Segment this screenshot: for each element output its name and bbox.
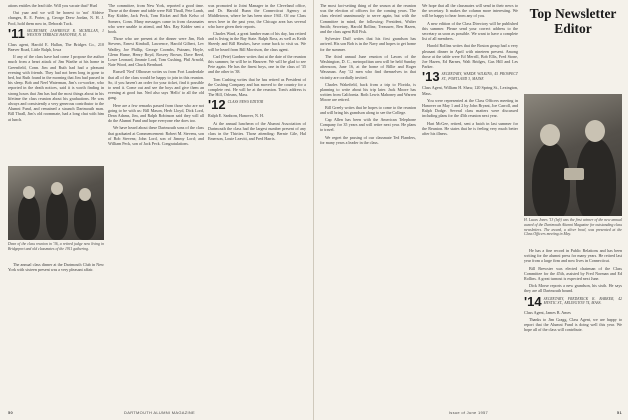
page-footer — [320, 410, 622, 415]
column-text: He has a fine record in Public Relations and has been writing for the alumni press for many years. He retired last year from a large firm and now lives in Connecticut. — [524, 248, 622, 264]
right-page — [314, 0, 628, 420]
column-text: Those who are present at the dinner were Jim, Bob Stevens, Ernest Kimball, Lawrence, Harold Gilbert, Lev Wadley, Joe Phillip, George Coombs, Putnam, Hoyle, Glenn Hume, Henry Boyd, Rosvey Brown, Dave Reed, Lowe Leonard, Jimmie Lord, Tom Cushing, Phil Arnold, Nate Wood, and Chuck Bernhard. — [108, 36, 204, 68]
column-text: We hope that all the classmates will send in their news to the secretary. It makes the column more interesting. We will be happy to hear from any of you. — [422, 3, 518, 19]
column-text: Harold Rollins writes that the Boston group had a very pleasant dinner in April with nineteen present. Among those at the table were Ed Merrill, Bob Ellis, Fred Stone, Joe Hazen, Ed Barnes, Walt Bridges, Gus Hill and Les Parker. — [422, 43, 518, 70]
column-text: Tom Cushing writes that he has retired as President of the Cushing Company and has moved to the country for a complete rest. He will be at the reunion. Tom's address is The Hill, Orleans, Mass. — [208, 76, 306, 98]
right-column-1 — [320, 3, 416, 403]
column-text: We have heard about these Dartmouth sons of the class that graduated at Commencement: Robert M. Stevens, son of Bob Stevens; John Lord, son of Jimmy Lord; and William Peck, son of Jack Peck. Congratulations. — [108, 125, 204, 147]
class-heading — [8, 25, 104, 41]
column-text: Sylvester Duff writes that his first grandson has arrived. His son Bob is in the Navy and hopes to get home for the summer. — [320, 36, 416, 52]
column-text: Charles Wakefield, back from a trip to Florida, is planning to write about his trip later. Jack Moore has written from California. Both Lewis Mahoney and Warren Moore are retired. — [320, 81, 416, 103]
photo-caption: Dean of the class reunion in '36, a retired judge now living in Bridgeport and old classmates of the 1911 gathering. — [8, 242, 104, 251]
column-text: Carl (Pete) Gardner writes that at the date of the reunion this summer, he will be in Hanover. We will be glad to see Pete again. He has the finest boys, one in the class of '35 and the other in '38. — [208, 53, 306, 75]
left-column-1-lower — [8, 262, 104, 402]
column-text: 'The committee, from New York, reported a good time. Those at the dinner and table were Bill Thrall, Pete Lamb, Ray Kidder, Jack Peck, Tom Ricket and Bob Kelso of Somers, Conn. Many messages came in from classmates who were unable to attend, and Mrs. Ray Kidder sent a book. — [108, 3, 204, 35]
photo-caption: H. Lucas Jones '13 (left) was the first winner of the new annual award of the Dartmouth Alumni Magazine for outstanding class newsletters. The award, a silver bowl, was presented at the Class Officers meeting in May. — [524, 218, 622, 237]
class-agent: Class Agent, James B. Ames — [524, 309, 571, 315]
column-text: Charles Ward, a great lumber man of his day, has retired and is living in the Bay State. Ralph Ross, as well as Keith Sheedy and Bill Hawkes, have come back to visit us. We will be heard from Bill Morrison, the class agent. — [208, 31, 306, 52]
class-agent: Class Agent, William H. Shaw, 120 Spring St., Lexington, Mass. — [422, 85, 518, 96]
page-footer — [8, 410, 306, 415]
class-year: '12 — [208, 97, 226, 113]
class-secretary: SECRETARY, FREDERICK K. BARKER, 42 MYSTIC ST., ARLINGTON 74, MASS. — [543, 296, 622, 306]
column-text: Bill Greely writes that he hopes to come to the reunion and will bring his grandson along to see the College. — [320, 104, 416, 115]
column-text: A new edition of the Class Directory will be published this summer. Please send your correct address to the secretary as soon as possible. We want to have a complete list of all members. — [422, 20, 518, 42]
class-heading — [422, 69, 518, 85]
column-text: Dick Morse reports a new grandson, his sixth. He says they are all Dartmouth bound. — [524, 283, 622, 294]
left-column-3 — [208, 3, 306, 403]
page-number: 50 — [8, 410, 14, 415]
left-column-2 — [108, 3, 204, 403]
column-text: At the annual luncheon of the Alumni Association of Dartmouth the class had the largest number present of any class in the Thirties. Those attending: Bernie Gile, Hal Emerson, Louie Leavitt, and Fred Harris. — [208, 120, 306, 142]
class-agent: Class agent, Harold E. Hallan, The Bridges Co., 210 Beaver Road, Little Ralph, Iowa — [8, 41, 104, 53]
column-text: The annual class dinner at the Dartmouth Club in New York with sixteen present was a very pleasant affair. — [8, 262, 104, 273]
class-secretary: SECRETARY, LAWRENCE R. MCMILLAN, 1 WESTON TERRACE HANOVER, N. H. — [26, 28, 104, 38]
column-text: was promoted to Joint Manager in the Cleveland office, and Dr. Harold Bunn the Connecticut Agency at Middletown, where he has been since 1941. Of our Class news here in the past year, the Chicago area has several who have given their reports. — [208, 3, 306, 29]
magazine-name: DARTMOUTH ALUMNI MAGAZINE — [124, 410, 196, 415]
page-number: 51 — [616, 410, 622, 415]
class-heading — [208, 97, 306, 113]
column-text: Cap Allen has been with the American Telephone Company for 35 years and will retire next year. He plans to travel. — [320, 117, 416, 133]
column-text: The third annual June reunion of Lawns of the Washington, D. C., metropolitan area will be held Sunday afternoon, June 16, at the home of Billie and Roger Wassman. Any '12 men who find themselves in that vicinity are cordially invited. — [320, 53, 416, 80]
class-photo — [8, 166, 104, 240]
editor-photo — [524, 94, 622, 216]
column-text: We regret the passing of our classmate Ted Flanders, for many years a leader in the class. — [320, 134, 416, 145]
article-headline: Top Newsletter Editor — [529, 6, 617, 36]
column-text: Here are a few remarks passed from those who are not going to be with us: Bill Mason, Herb Lloyd, Dick Lord, Dean Adams, Jim, and Ralph Robinson said they will all do the Alumni Fund and hope everyone else does too. — [108, 102, 204, 124]
class-secretary: SECRETARY, WARDE WILKINS, 45 PROSPECT ST., PORTLAND 3, MAINE — [441, 72, 518, 81]
column-text: Russell 'Ned' Olhouser writes us from Fort Lauderdale that all of the class would be happy to join in this reunion. So, if you haven't an order for your ticket, find it possible to send it. Come out and see the boys and give them an evening at good fun. Ned also says 'Hello' to all the old gang. — [108, 69, 204, 101]
issue-date: Issue of June 1957 — [448, 410, 489, 415]
column-text: The most fact-setting thing of the season at the reunion was the election of officers for the coming years. The class elected unanimously to serve again, but with the Committee in mind, the following: President, Walter Smith; Secretary, Harold Rollins; Treasurer, Ben Hazen, and the class agent Bill Fisk. — [320, 3, 416, 35]
right-column-2 — [422, 3, 518, 403]
class-year: '11 — [8, 25, 25, 41]
column-text: Thanks to Jim Gragg, Class Agent, we are happy to report that the Alumni Fund is doing well this year. We hope all of the class will contribute. — [524, 316, 622, 333]
right-column-3 — [524, 248, 622, 406]
class-agent: Ralph E. Sanborn, Hanover, N. H. — [208, 113, 265, 119]
column-text: Hart McGee, retired, sent a batch in last summer for the Reunion. He states that he is feeling very much better after his illness. — [422, 120, 518, 137]
class-year: '14 — [524, 293, 542, 309]
column-text: If any of the class have had come I propose the author much from a heart attack of Jim Warthe at his home in Greenfield, Conn. Jim and Ruth had had a pleasant evening with friends. They had not been long in gone to bed, but Ruth found in the morning that Jim had passed in his sleep. Bob and Neel Waterman, Jim's co-worker, who reported in the death notices, said it is worth finding in strong hours that Jim has had the most things about in his lifetime the class reunion about his graduations. He was always and consistently a very generous contributor to the Alumni Fund, and remained a staunch Dartmouth man. Bill Thrall, Jim's old roommate, had a long chat with him at lunch. — [8, 54, 104, 122]
column-text: ations entitles the lead title. Will you vacate that? Hurl — [8, 3, 98, 8]
column-text: Bill Brewster was elected chairman of the Class Committee for the 45th, assisted by Fred Norman and Ed Rollins. A great turnout is expected next June. — [524, 265, 622, 282]
class-year: '13 — [422, 69, 440, 85]
class-heading — [524, 293, 622, 309]
column-text: Out yaar and we will be honest to 'not' Aldrive changes, R. E. Porter, g, George Drew Jordan, N. H. J. Pool, hold them now in, Deborah Tuck. — [8, 10, 104, 26]
column-text: You were represented at the Class Officers meeting in Hanover on May 1 and 2 by John Bryant, Joe Carroll, and Ralph Dodge. Several class matters were discussed including plans for the 45th reunion next year. — [422, 97, 518, 119]
class-secretary: CLASS NEWS EDITOR — [227, 100, 264, 105]
